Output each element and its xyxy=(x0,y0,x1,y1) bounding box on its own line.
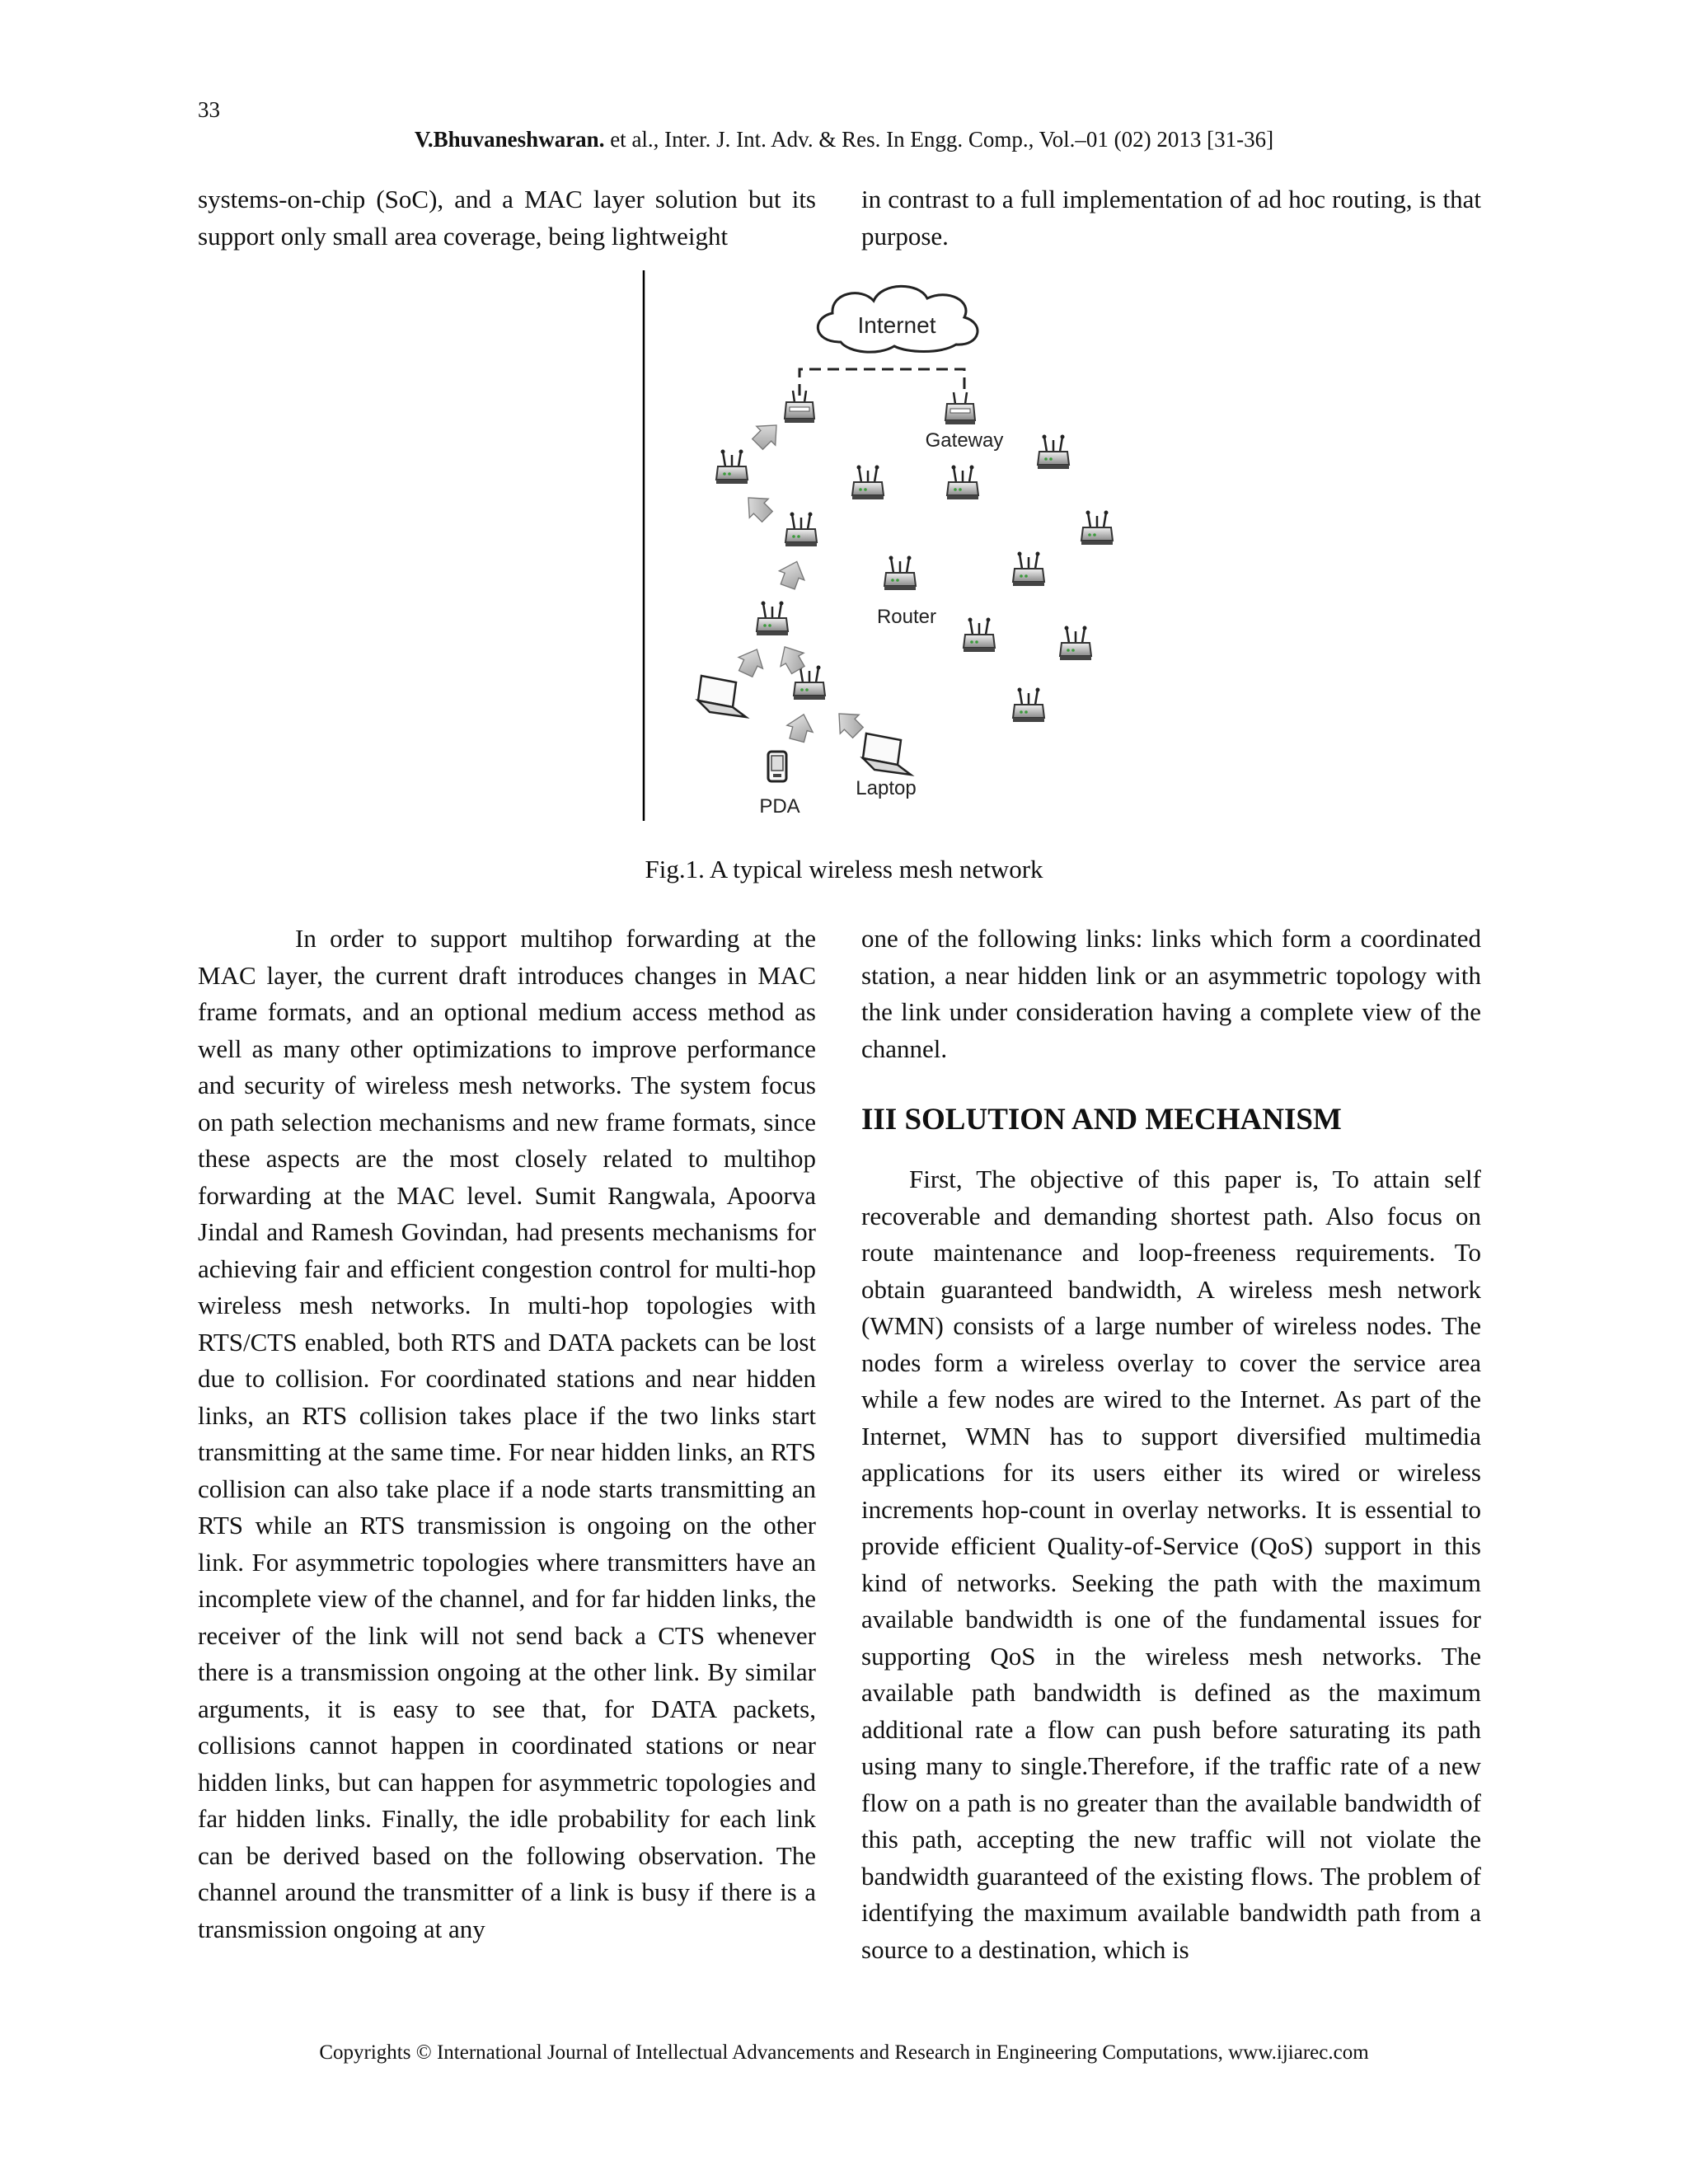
laptop-label: Laptop xyxy=(856,777,917,799)
body-paragraph: First, The objective of this paper is, To attain self recoverable and demanding shortest path. Also focus on route maintenance and loop-freeness requirements. To obtain guaranteed bandwidth, A wireless mesh network (WMN) consists of a large number of wireless nodes. The nodes form a wireless overlay to cover the service area while a few nodes are wired to the Internet. As part of the Internet, WMN has to support diversified multimedia applications for its users either its wired or wireless increments hop-count in overlay networks. It is essential to provide efficient Quality-of-Service (QoS) support in this kind of networks. Seeking the path with the maximum available bandwidth is one of the fundamental issues for supporting QoS in the wireless mesh networks. The available path bandwidth is defined as the maximum additional rate a flow can push before saturating its path using many to single.Therefore, if the traffic rate of a new flow on a path is no greater than the available bandwidth of this path, accepting the new traffic will not violate the bandwidth guaranteed of the existing flows. The problem of identifying the maximum available bandwidth path from a source to a destination, which is xyxy=(861,1165,1481,1964)
router-label: Router xyxy=(876,606,937,628)
router-icon xyxy=(1081,511,1113,546)
page-number: 33 xyxy=(198,97,220,122)
arrow-icon xyxy=(748,416,786,454)
header-citation: et al., Inter. J. Int. Adv. & Res. In Engg. Comp., Vol.–01 (02) 2013 [31-36] xyxy=(604,127,1274,152)
gateway-icon xyxy=(945,392,975,424)
pda-icon xyxy=(768,752,786,781)
pda-label: PDA xyxy=(759,795,800,818)
figure-caption: Fig.1. A typical wireless mesh network xyxy=(645,855,1043,883)
arrow-icon xyxy=(775,557,809,592)
bottom-right-column xyxy=(861,921,1481,1968)
section-heading: III SOLUTION AND MECHANISM xyxy=(861,1103,1342,1137)
internet-label: Internet xyxy=(857,312,936,338)
router-icon xyxy=(785,513,817,547)
router-icon xyxy=(852,466,884,500)
header-author: V.Bhuvaneshwaran. xyxy=(414,127,605,152)
arrow-icon xyxy=(739,489,777,527)
continuation-paragraph: one of the following links: links which form a coordinated station, a near hidden link or an asymmetric topology with the link under consideration having a complete view of the channel. xyxy=(861,924,1481,1063)
wired-links xyxy=(799,369,964,396)
router-icon xyxy=(757,602,788,636)
page-footer: Copyrights © International Journal of Intellectual Advancements and Research in Engineering Computations, www.ijiarec.com xyxy=(319,2041,1369,2064)
router-icon xyxy=(716,450,748,485)
gateway-label: Gateway xyxy=(925,429,1004,452)
top-right-column xyxy=(861,181,1481,255)
router-icon xyxy=(964,618,995,653)
arrow-icon xyxy=(773,640,809,677)
bottom-left-column xyxy=(198,921,816,1947)
router-icon xyxy=(1013,552,1044,587)
arrow-icon xyxy=(734,644,769,679)
router-icon xyxy=(947,466,978,500)
laptop-icon xyxy=(863,733,911,775)
body-paragraph: In order to support multihop forwarding at the MAC layer, the current draft introduces changes in MAC frame formats, and an optional medium access method as well as many other optimizations to improve performance and security of wireless mesh networks. The system focus on path selection mechanisms and new frame formats, since these aspects are the most closely related to multihop forwarding at the MAC level. Sumit Rangwala, Apoorva Jindal and Ramesh Govindan, had presents mechanisms for achieving fair and efficient congestion control for multi-hop wireless mesh networks. In multi-hop topologies with RTS/CTS enabled, both RTS and DATA packets can be lost due to collision. For coordinated stations and near hidden links, an RTS collision takes place if the two links start transmitting at the same time. For near hidden links, an RTS collision can also take place if a node starts transmitting an RTS while an RTS transmission is ongoing on the other link. For asymmetric topologies where transmitters have an incomplete view of the channel, and for far hidden links, the receiver of the link will not send back a CTS whenever there is a transmission ongoing at the other link. By similar arguments, it is easy to see that, for DATA packets, collisions cannot happen in coordinated stations or near hidden links, but can happen for asymmetric topologies and far hidden links. Finally, the idle probability for each link can be derived based on the following observation. The channel around the transmitter of a link is busy if there is a transmission ongoing at any xyxy=(198,924,816,1943)
router-icon xyxy=(1013,688,1044,723)
top-left-text: systems-on-chip (SoC), and a MAC layer solution but its support only small area coverage, being lightweight xyxy=(198,185,816,251)
top-left-column xyxy=(198,181,816,255)
top-right-text: in contrast to a full implementation of ad hoc routing, is that purpose. xyxy=(861,185,1481,251)
running-header xyxy=(0,127,1688,152)
arrow-icon xyxy=(830,705,868,743)
laptop-icon xyxy=(698,676,746,717)
router-icon xyxy=(794,666,825,701)
router-icon xyxy=(884,556,916,591)
mesh-network-figure xyxy=(635,264,1129,832)
arrow-icon xyxy=(784,711,817,744)
router-icon xyxy=(1060,626,1091,661)
router-icon xyxy=(1038,435,1069,470)
